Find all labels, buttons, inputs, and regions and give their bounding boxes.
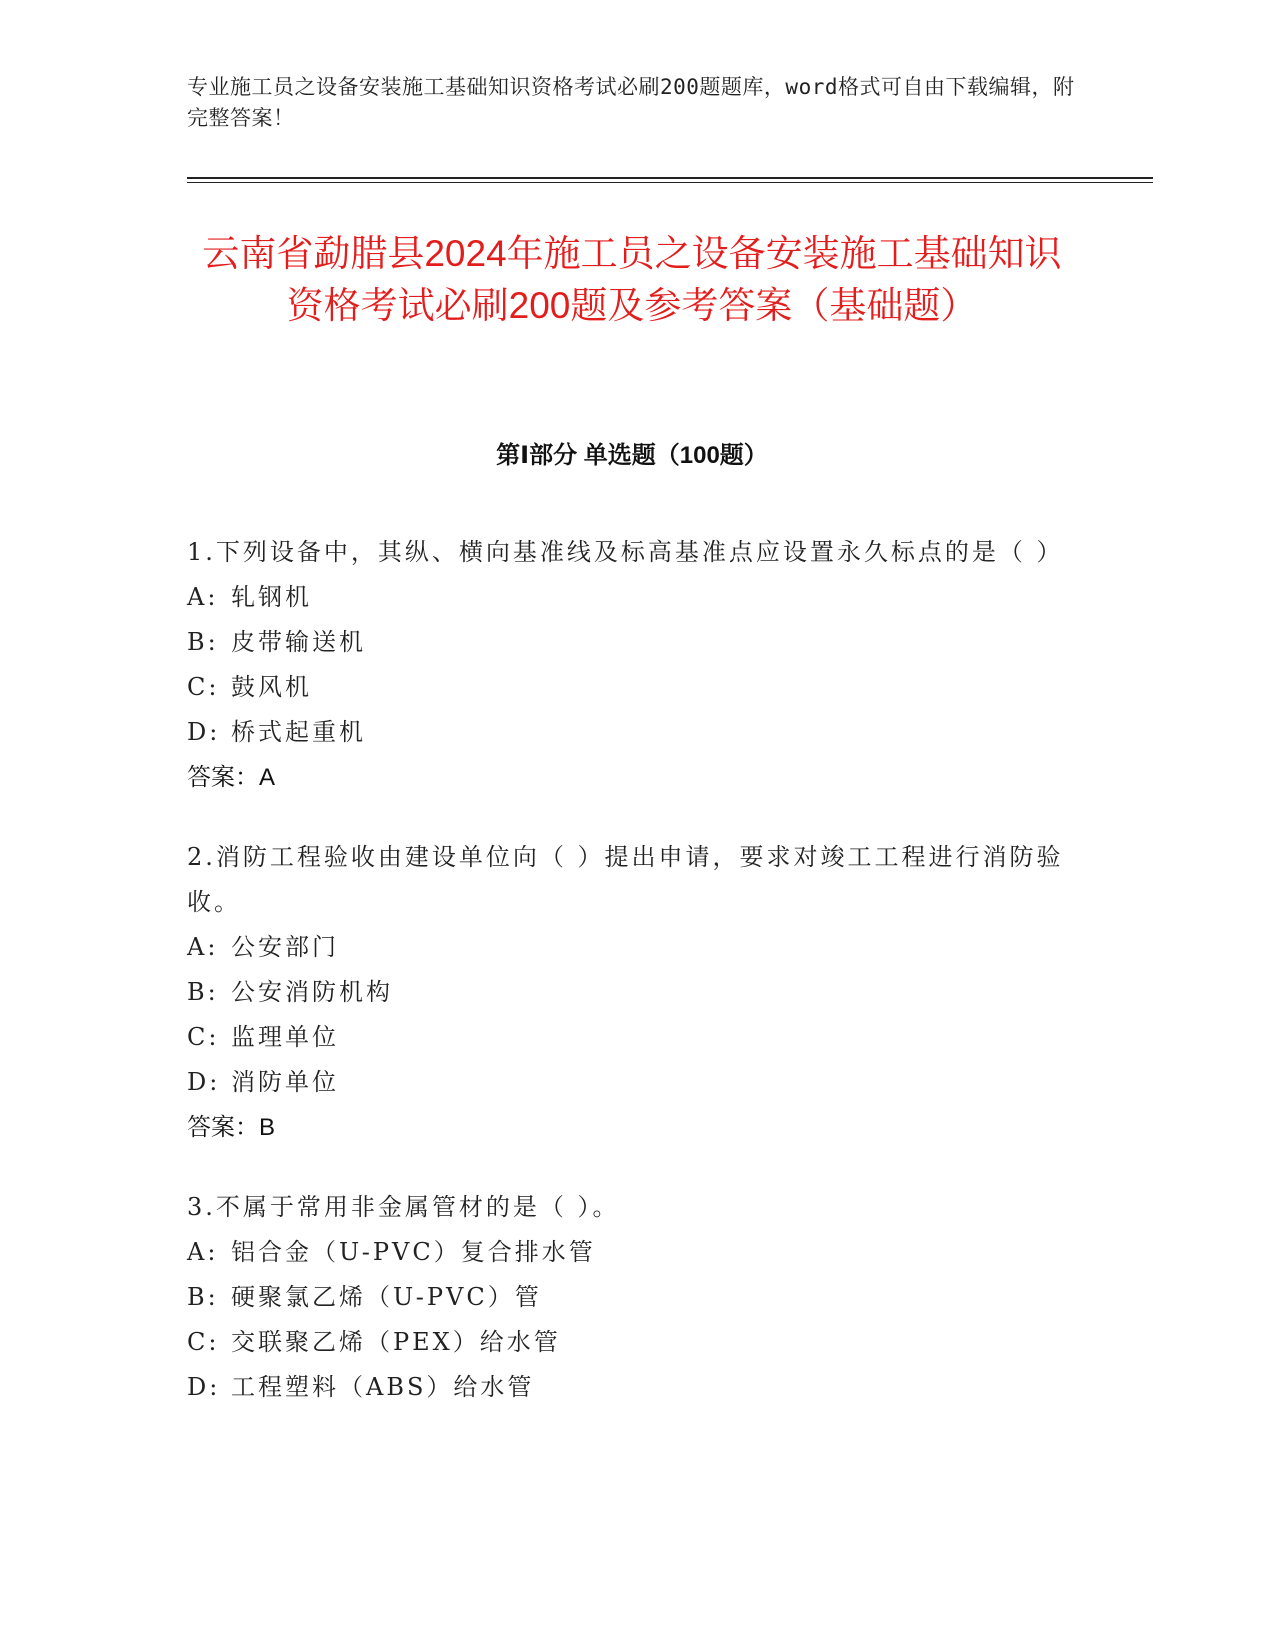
option-text: 监理单位 bbox=[231, 1023, 339, 1051]
option-text: 交联聚乙烯（PEX）给水管 bbox=[231, 1328, 561, 1356]
question-stem: 3.不属于常用非金属管材的是（ ）。 bbox=[187, 1193, 620, 1221]
option-key: A: bbox=[187, 583, 219, 611]
question-2 bbox=[187, 835, 1087, 1150]
option-text: 工程塑料（ABS）给水管 bbox=[231, 1373, 535, 1401]
option-d bbox=[187, 710, 1087, 755]
header-note: 专业施工员之设备安装施工基础知识资格考试必刷200题题库，word格式可自由下载编辑，附完整答案！ bbox=[187, 75, 1075, 130]
option-key: B: bbox=[187, 628, 219, 656]
question-3 bbox=[187, 1185, 1087, 1410]
option-key: B: bbox=[187, 978, 219, 1006]
option-key: D: bbox=[187, 718, 221, 746]
option-key: A: bbox=[187, 1238, 219, 1266]
question-stem: 1.下列设备中，其纵、横向基准线及标高基准点应设置永久标点的是（ ） bbox=[187, 538, 1064, 566]
option-c bbox=[187, 665, 1087, 710]
option-text: 桥式起重机 bbox=[231, 718, 366, 746]
option-a bbox=[187, 925, 1087, 970]
option-text: 公安消防机构 bbox=[231, 978, 393, 1006]
option-d bbox=[187, 1060, 1087, 1105]
option-key: C: bbox=[187, 1023, 220, 1051]
option-key: A: bbox=[187, 933, 219, 961]
option-text: 公安部门 bbox=[231, 933, 339, 961]
option-a bbox=[187, 575, 1087, 620]
option-b bbox=[187, 620, 1087, 665]
option-c bbox=[187, 1015, 1087, 1060]
option-d bbox=[187, 1365, 1087, 1410]
header-divider-thin bbox=[187, 182, 1153, 183]
option-text: 轧钢机 bbox=[231, 583, 312, 611]
option-b bbox=[187, 1275, 1087, 1320]
option-key: D: bbox=[187, 1068, 221, 1096]
option-key: D: bbox=[187, 1373, 221, 1401]
answer-line: 答案：B bbox=[187, 1114, 276, 1141]
option-a bbox=[187, 1230, 1087, 1275]
option-key: C: bbox=[187, 673, 220, 701]
option-text: 皮带输送机 bbox=[231, 628, 366, 656]
document-title: 云南省勐腊县2024年施工员之设备安装施工基础知识资格考试必刷200题及参考答案（基础题） bbox=[202, 233, 1062, 326]
option-key: B: bbox=[187, 1283, 219, 1311]
option-c bbox=[187, 1320, 1087, 1365]
question-stem: 2.消防工程验收由建设单位向（ ）提出申请，要求对竣工工程进行消防验收。 bbox=[187, 843, 1064, 916]
option-key: C: bbox=[187, 1328, 220, 1356]
header-divider-thick bbox=[187, 177, 1153, 179]
option-text: 消防单位 bbox=[231, 1068, 339, 1096]
question-1 bbox=[187, 530, 1087, 800]
option-text: 硬聚氯乙烯（U-PVC）管 bbox=[231, 1283, 542, 1311]
option-b bbox=[187, 970, 1087, 1015]
section-title: 第Ⅰ部分 单选题（100题） bbox=[496, 442, 768, 469]
option-text: 铝合金（U-PVC）复合排水管 bbox=[231, 1238, 596, 1266]
question-list bbox=[187, 530, 1087, 1445]
option-text: 鼓风机 bbox=[231, 673, 312, 701]
answer-line: 答案：A bbox=[187, 764, 276, 791]
